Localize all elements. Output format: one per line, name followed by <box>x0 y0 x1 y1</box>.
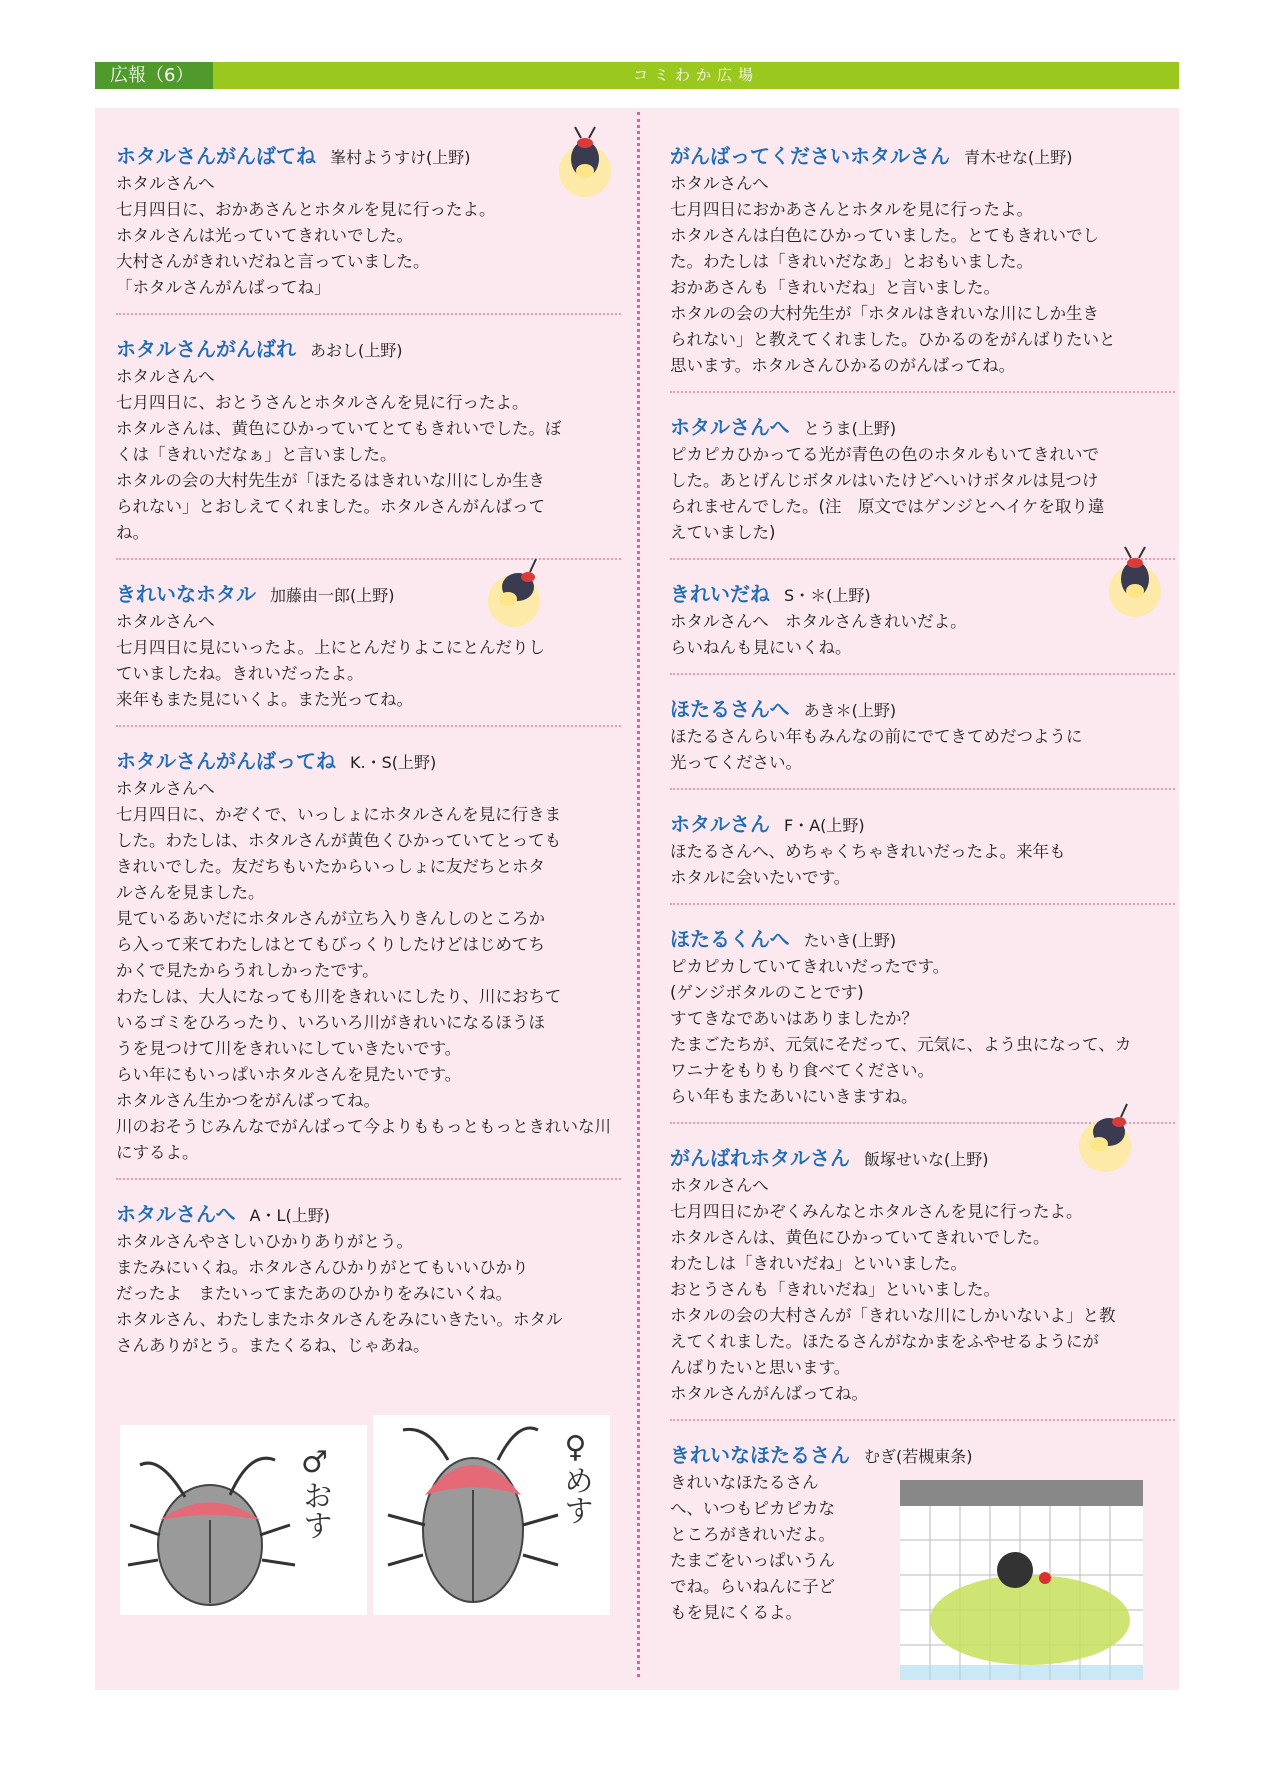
letter-text-line: ホタルさんへ ホタルさんきれいだよ。 <box>670 612 967 631</box>
letter-text-line: ホタルの会の大村先生が「ほたるはきれいな川にしか生き <box>116 471 545 490</box>
letter-text-line: ホタルの会の大村先生が「ホタルはきれいな川にしか生き <box>670 304 1099 323</box>
letter-title: ホタルさんがんばれ <box>116 337 296 361</box>
letter-text-line: わたしは、大人になっても川をきれいにしたり、川におちて <box>116 987 562 1006</box>
letter <box>116 745 621 1180</box>
letter-text-line: ピカピカひかってる光が青色の色のホタルもいてきれいで <box>670 445 1099 464</box>
letter-title: ホタルさん <box>670 812 770 836</box>
letter-text-line: 見ているあいだにホタルさんが立ち入りきんしのところか <box>116 909 545 928</box>
letter-heading <box>670 411 1175 440</box>
letter <box>670 411 1175 560</box>
letter-text-line: ホタルさんは、黄色にひかっていてとてもきれいでした。ぼ <box>116 419 562 438</box>
female-firefly-drawing <box>373 1415 610 1615</box>
letter <box>670 808 1175 905</box>
right-column <box>670 140 1175 1656</box>
nest-drawing <box>900 1480 1143 1680</box>
letter-text-line: いるゴミをひろったり、いろいろ川がきれいになるほうほ <box>116 1013 545 1032</box>
firefly-icon <box>484 555 544 633</box>
letter-text-line: 川のおそうじみんなでがんばって今よりももっともっときれいな川にするよ。 <box>116 1117 611 1162</box>
letter-text-line: 光ってください。 <box>670 753 802 772</box>
letter-author: 加藤由一郎(上野) <box>270 586 395 605</box>
left-column <box>116 140 621 1389</box>
letter-text-line: ピカピカしていてきれいだったです。 <box>670 957 950 976</box>
letter-heading <box>116 745 621 774</box>
letter-heading <box>670 693 1175 722</box>
letter-text-line: ホタルさんは白色にひかっていました。とてもきれいでし <box>670 226 1099 245</box>
letter-text-line: ホタルさんへ <box>670 1176 769 1195</box>
letter-text-line: きれいなほたるさん <box>670 1473 819 1492</box>
letter-title: きれいなほたるさん <box>670 1443 850 1467</box>
letter-heading <box>670 140 1175 169</box>
letter-text-line: ホタルに会いたいです。 <box>670 868 851 887</box>
column-divider <box>637 112 640 1677</box>
letter <box>116 578 621 727</box>
letter-text-line: ほたるさんらい年もみんなの前にでてきてめだつように <box>670 727 1083 746</box>
letter-text-line: かくで見たからうれしかったです。 <box>116 961 379 980</box>
letter <box>670 1142 1175 1421</box>
letter-heading <box>670 808 1175 837</box>
letter <box>670 923 1175 1124</box>
firefly-icon <box>1075 1100 1135 1178</box>
letter-text-line: すてきなであいはありましたか？ <box>670 1009 918 1028</box>
letter-text-line: 七月四日に、かぞくで、いっしょにホタルさんを見に行きま <box>116 805 562 824</box>
letter <box>670 578 1175 675</box>
letter-heading <box>670 923 1175 952</box>
letter-author: 飯塚せいな(上野) <box>864 1150 989 1169</box>
letter-text-line: おとうさんも「きれいだね」といいました。 <box>670 1280 1000 1299</box>
letter-text-line: ホタルさんは、黄色にひかっていてきれいでした。 <box>670 1228 1050 1247</box>
issue-label: 広報（6） <box>95 62 213 89</box>
letter-author: A・L(上野) <box>249 1206 330 1225</box>
letter-text-line: たまごたちが、元気にそだって、元気に、よう虫になって、カ <box>670 1035 1132 1054</box>
letter-text-line: られない」とおしえてくれました。ホタルさんがんばって <box>116 497 545 516</box>
letter-title: ほたるくんへ <box>670 927 790 951</box>
letter <box>116 1198 621 1371</box>
letter-text-line: ていましたね。きれいだったよ。 <box>116 664 364 683</box>
letter-text-line: もを見にくるよ。 <box>670 1603 802 1622</box>
letter-text-line: 来年もまた見にいくよ。また光ってね。 <box>116 690 413 709</box>
letter-text-line: 大村さんがきれいだねと言っていました。 <box>116 252 430 271</box>
letter-text-line: たまごをいっぱいうん <box>670 1551 835 1570</box>
section-title: コミわか広場 <box>632 66 759 84</box>
letter-text-line: 七月四日に、おとうさんとホタルさんを見に行ったよ。 <box>116 393 529 412</box>
letter-text-line: きれいでした。友だちもいたからいっしょに友だちとホタ <box>116 857 545 876</box>
male-label: ♂おす <box>297 1445 332 1540</box>
letter-title: がんばってくださいホタルさん <box>670 144 950 168</box>
letter-text-line: ところがきれいだよ。 <box>670 1525 835 1544</box>
male-firefly-drawing <box>120 1425 367 1615</box>
letter-title: ホタルさんへ <box>670 415 790 439</box>
letter-text-line: ワニナをもりもり食べてください。 <box>670 1061 934 1080</box>
letter-text-line: ホタルさんへ <box>116 779 215 798</box>
letter-text-line: ね。 <box>116 523 149 542</box>
letter-text-line: ホタルの会の大村さんが「きれいな川にしかいないよ」と教 <box>670 1306 1116 1325</box>
letter-text-line: (ゲンジボタルのことです) <box>670 983 864 1002</box>
letter-text-line: 七月四日にかぞくみんなとホタルさんを見に行ったよ。 <box>670 1202 1083 1221</box>
letter-text-line: 七月四日に、おかあさんとホタルを見に行ったよ。 <box>116 200 496 219</box>
letter-text-line: らい年もまたあいにいきますね。 <box>670 1087 918 1106</box>
letter-title: ホタルさんへ <box>116 1202 236 1226</box>
letter-text-line: ホタルさんやさしいひかりありがとう。 <box>116 1232 413 1251</box>
page-header <box>95 62 1179 89</box>
female-label: ♀めす <box>558 1430 593 1525</box>
letter <box>670 140 1175 393</box>
firefly-icon <box>555 125 615 203</box>
letter-title: きれいなホタル <box>116 582 256 606</box>
letter-text-line: うを見つけて川をきれいにしていきたいです。 <box>116 1039 462 1058</box>
letter-text-line: ホタルさん、わたしまたホタルさんをみにいきたい。ホタル <box>116 1310 563 1329</box>
letter <box>116 333 621 560</box>
firefly-icon <box>1105 545 1165 623</box>
letter-text-line: 思います。ホタルさんひかるのがんばってね。 <box>670 356 1016 375</box>
letter-text-line: えていました) <box>670 523 776 542</box>
letter-author: K.・S(上野) <box>350 753 437 772</box>
letter-title: ほたるさんへ <box>670 697 790 721</box>
letter-title: がんばれホタルさん <box>670 1146 850 1170</box>
letter-author: 峯村ようすけ(上野) <box>330 148 471 167</box>
letter-text-line: 七月四日におかあさんとホタルを見に行ったよ。 <box>670 200 1033 219</box>
letter-heading <box>670 578 1175 607</box>
letter-author: とうま(上野) <box>803 419 897 438</box>
letter-text-line: した。わたしは、ホタルさんが黄色くひかっていてとっても <box>116 831 562 850</box>
letter <box>670 693 1175 790</box>
letter-author: たいき(上野) <box>803 931 897 950</box>
letter-text-line: えてくれました。ほたるさんがなかまをふやせるようにが <box>670 1332 1099 1351</box>
letter-author: S・＊(上野) <box>784 586 871 605</box>
letter <box>116 140 621 315</box>
letter-text-line: ホタルさんがんばってね。 <box>670 1384 868 1403</box>
letter-text-line: ホタルさん生かつをがんばってね。 <box>116 1091 380 1110</box>
letter-heading <box>116 140 621 169</box>
letter-text-line: くは「きれいだなぁ」と言いました。 <box>116 445 397 464</box>
letter-text-line: ホタルさんへ <box>116 174 215 193</box>
letter-heading <box>116 333 621 362</box>
letter-text-line: ホタルさんへ <box>116 367 215 386</box>
letter-text-line: ほたるさんへ、めちゃくちゃきれいだったよ。来年も <box>670 842 1066 861</box>
letter-text-line: ルさんを見ました。 <box>116 883 265 902</box>
letter-text-line: わたしは「きれいだね」といいました。 <box>670 1254 967 1273</box>
letter-author: 青木せな(上野) <box>964 148 1073 167</box>
letter-text-line: んばりたいと思います。 <box>670 1358 851 1377</box>
letter-text-line: おかあさんも「きれいだね」と言いました。 <box>670 278 1000 297</box>
letter-text-line: でね。らいねんに子ど <box>670 1577 835 1596</box>
letter-text-line: られませんでした。(注 原文ではゲンジとヘイケを取り違 <box>670 497 1105 516</box>
letter-text-line: 「ホタルさんがんばってね」 <box>116 278 331 297</box>
letter-text-line: らい年にもいっぱいホタルさんを見たいです。 <box>116 1065 462 1084</box>
letter-author: あおし(上野) <box>310 341 403 360</box>
letter-text-line: ホタルさんは光っていてきれいでした。 <box>116 226 413 245</box>
letter-heading <box>116 1198 621 1227</box>
letter-text-line: ホタルさんへ <box>670 174 769 193</box>
letter-text-line: だったよ またいってまたあのひかりをみにいくね。 <box>116 1284 512 1303</box>
letter-heading <box>670 1439 1175 1468</box>
letter-author: F・A(上野) <box>784 816 865 835</box>
letter-text-line: さんありがとう。またくるね、じゃあね。 <box>116 1336 430 1355</box>
letter-text-line: ホタルさんへ <box>116 612 215 631</box>
letter-title: ホタルさんがんばてね <box>116 144 316 168</box>
letter-text-line: らいねんも見にいくね。 <box>670 638 852 657</box>
letter-author: あき＊(上野) <box>803 701 897 720</box>
letter-author: むぎ(若槻東条) <box>864 1447 973 1466</box>
letter-text-line: 七月四日に見にいったよ。上にとんだりよこにとんだりし <box>116 638 545 657</box>
letter-title: きれいだね <box>670 582 770 606</box>
letter-text-line: へ、いつもピカピカな <box>670 1499 835 1518</box>
letter-title: ホタルさんがんばってね <box>116 749 336 773</box>
letter-text-line: またみにいくね。ホタルさんひかりがとてもいいひかり <box>116 1258 529 1277</box>
letter-text-line: ら入って来てわたしはとてもびっくりしたけどはじめてち <box>116 935 545 954</box>
letter-text-line: られない」と教えてくれました。ひかるのをがんばりたいと <box>670 330 1116 349</box>
letter-heading <box>116 578 621 607</box>
letter-text-line: た。わたしは「きれいだなあ」とおもいました。 <box>670 252 1033 271</box>
letter-text-line: した。あとげんじボタルはいたけどへいけボタルは見つけ <box>670 471 1099 490</box>
